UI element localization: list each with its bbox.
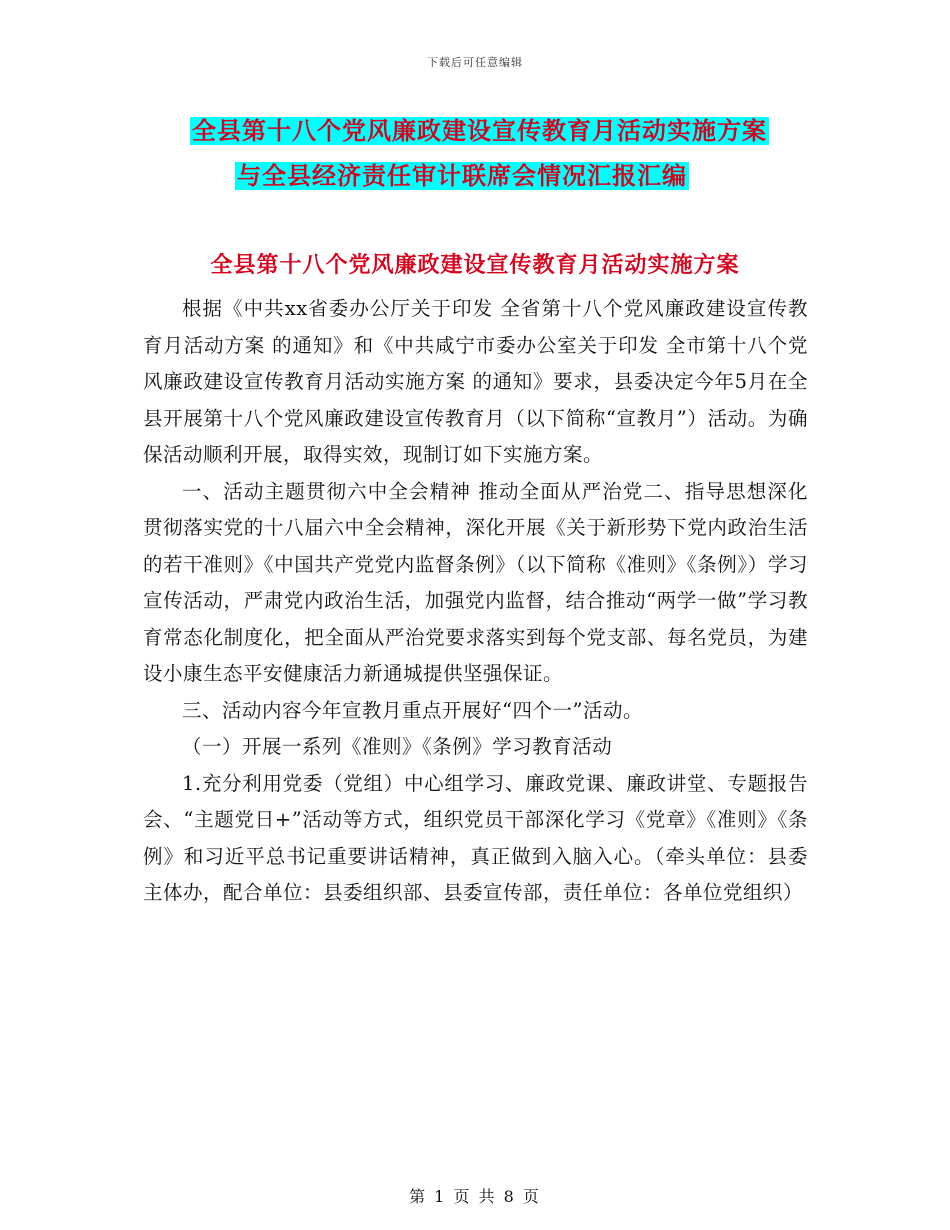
page-footer: 第 1 页 共 8 页	[409, 1187, 541, 1206]
paragraph-theme-and-guidance: 一、活动主题贯彻六中全会精神 推动全面从严治党二、指导思想深化贯彻落实党的十八届六中全会精神，深化开展《关于新形势下党内政治生活的若干准则》《中国共产党党内监督条例》（以下简称《准则》《条例》）学习宣传活动，严肃党内政治生活，加强党内监督，结合推动“两学一做”学习教育常态化制度化，把全面从严治党要求落实到每个党支部、每名党员，为建设小康生态平安健康活力新通城提供坚强保证。	[143, 479, 808, 685]
main-title-line-2-text: 与全县经济责任审计联席会情况汇报汇编	[237, 162, 687, 190]
header-note: 下载后可任意编辑	[427, 56, 523, 69]
section-title: 全县第十八个党风廉政建设宣传教育月活动实施方案	[210, 253, 740, 278]
main-title-line-2	[235, 159, 755, 193]
paragraph-subsection-one: （一）开展一系列《准则》《条例》学习教育活动	[182, 735, 613, 758]
document-body	[143, 291, 808, 912]
paragraph-activity-content: 三、活动内容今年宣教月重点开展好“四个一”活动。	[182, 698, 643, 722]
paragraph-item-one: 1.充分利用党委（党组）中心组学习、廉政党课、廉政讲堂、专题报告会、“主题党日+”活动等方式，组织党员干部深化学习《党章》《准则》《条例》和习近平总书记重要讲话精神，真正做到入脑入心。（牵头单位：县委主体办，配合单位：县委组织部、县委宣传部，责任单位：各单位党组织）	[143, 771, 808, 904]
main-title-line-1	[190, 114, 810, 148]
main-title-line-1-text: 全县第十八个党风廉政建设宣传教育月活动实施方案	[192, 117, 767, 145]
paragraph-intro: 根据《中共xx省委办公厅关于印发 全省第十八个党风廉政建设宣传教育月活动方案 的通知》和《中共咸宁市委办公室关于印发 全市第十八个党风廉政建设宣传教育月活动实施方案 的通知》要求，县委决定今年5月在全县开展第十八个党风廉政建设宣传教育月（以下简称“宣教月”）活动。为确保活动顺利开展，取得实效，现制订如下实施方案。	[143, 297, 808, 466]
